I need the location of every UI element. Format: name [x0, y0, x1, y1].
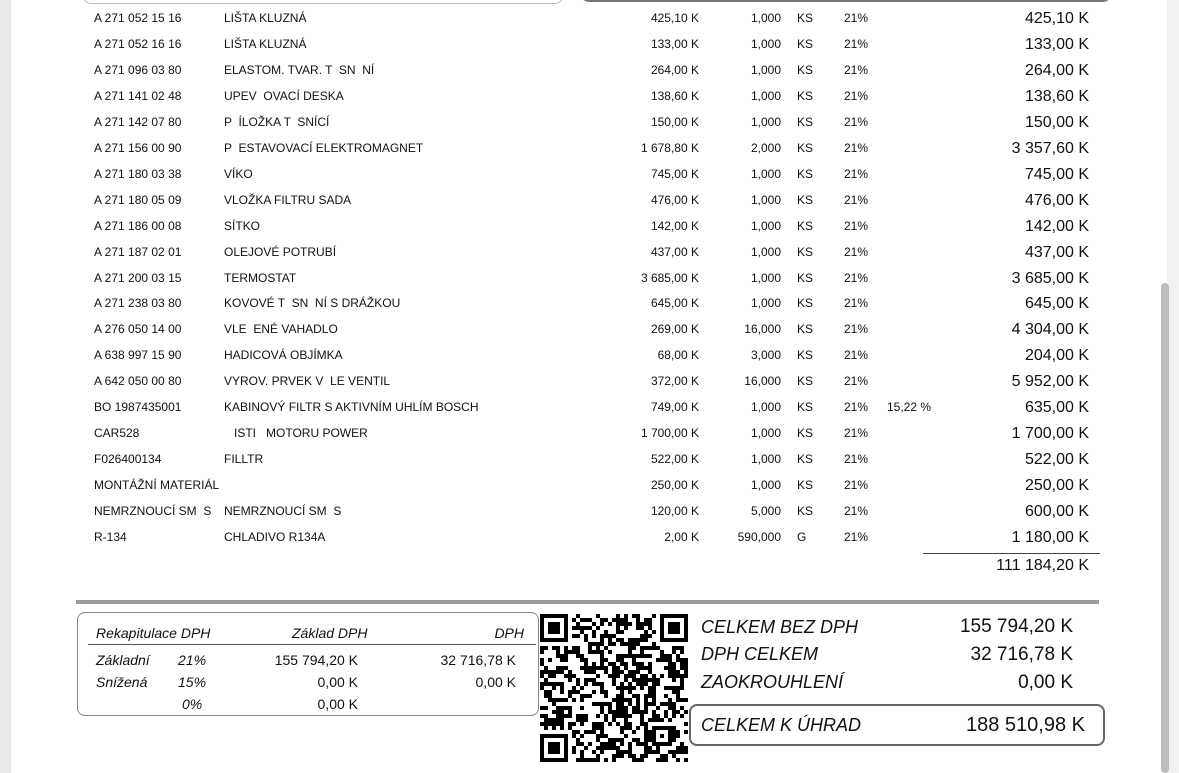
item-unit-price: 372,00 K: [650, 374, 699, 389]
table-row: [11, 374, 1167, 400]
item-vat-rate: 21%: [844, 88, 869, 103]
item-code: A 642 050 00 80: [94, 374, 182, 389]
item-vat-rate: 21%: [844, 62, 869, 77]
table-row: [11, 452, 1167, 478]
item-unit: KS: [797, 348, 814, 363]
item-name: P ESTAVOVACÍ ELEKTROMAGNET: [224, 140, 424, 155]
item-code: NEMRZNOUCÍ SM S: [94, 504, 212, 519]
item-vat-rate: 21%: [844, 270, 869, 285]
item-name: VYROV. PRVEK V LE VENTIL: [224, 374, 391, 389]
item-total: 476,00 K: [1024, 191, 1089, 209]
table-row: [11, 11, 1167, 37]
item-code: A 271 180 03 38: [94, 166, 182, 181]
item-vat-rate: 21%: [844, 348, 869, 363]
recap-vat: 0,00 K: [475, 674, 516, 690]
item-quantity: 1,000: [750, 11, 781, 25]
item-unit-price: 269,00 K: [650, 322, 699, 337]
item-unit: KS: [797, 504, 814, 519]
item-unit-price: 425,10 K: [650, 11, 699, 25]
item-quantity: 1,000: [750, 192, 781, 207]
item-name: VLOŽKA FILTRU SADA: [224, 192, 352, 207]
total-to-pay-box: [689, 704, 1105, 746]
total-without-vat-value: 155 794,20 K: [959, 616, 1073, 637]
item-code: A 276 050 14 00: [94, 322, 182, 337]
table-row: [11, 296, 1167, 322]
item-unit-price: 150,00 K: [650, 114, 699, 129]
item-vat-rate: 21%: [844, 478, 869, 493]
recap-col-vat: DPH: [494, 625, 524, 641]
item-total: 250,00 K: [1024, 477, 1089, 495]
item-unit: KS: [797, 140, 814, 155]
item-quantity: 1,000: [750, 62, 781, 77]
recap-label: Snížená: [96, 674, 148, 690]
item-vat-rate: 21%: [844, 140, 869, 155]
item-quantity: 3,000: [750, 348, 781, 363]
item-total: 133,00 K: [1024, 35, 1089, 53]
item-vat-rate: 21%: [844, 114, 869, 129]
item-unit: KS: [797, 452, 814, 467]
item-total: 5 952,00 K: [1011, 373, 1089, 391]
item-unit-price: 264,00 K: [650, 62, 699, 77]
item-unit: KS: [797, 296, 814, 311]
item-total: 635,00 K: [1024, 399, 1089, 417]
item-vat-rate: 21%: [844, 504, 869, 519]
item-unit: KS: [797, 400, 814, 415]
item-code: MONTÁŽNÍ MATERIÁL: [94, 478, 220, 493]
recap-vat: 32 716,78 K: [440, 652, 516, 668]
item-vat-rate: 21%: [844, 166, 869, 181]
item-total: 1 700,00 K: [1011, 425, 1089, 443]
item-code: BO 1987435001: [94, 400, 182, 415]
item-quantity: 5,000: [750, 504, 781, 519]
item-code: A 638 997 15 90: [94, 348, 182, 363]
item-quantity: 1,000: [750, 296, 781, 311]
item-quantity: 1,000: [750, 114, 781, 129]
item-unit: KS: [797, 218, 814, 233]
item-unit: KS: [797, 244, 814, 259]
item-vat-rate: 21%: [844, 11, 869, 25]
item-name: NEMRZNOUCÍ SM S: [224, 504, 342, 519]
item-vat-rate: 21%: [844, 244, 869, 259]
item-quantity: 16,000: [744, 322, 781, 337]
item-total: 150,00 K: [1024, 113, 1089, 131]
recap-rate: 21%: [178, 652, 207, 668]
item-total: 425,10 K: [1024, 10, 1089, 27]
item-name: LIŠTA KLUZNÁ: [224, 11, 307, 25]
item-total: 600,00 K: [1024, 503, 1089, 521]
item-quantity: 1,000: [750, 400, 781, 415]
item-unit: KS: [797, 62, 814, 77]
item-quantity: 1,000: [750, 88, 781, 103]
item-vat-rate: 21%: [844, 452, 869, 467]
item-unit-price: 133,00 K: [650, 36, 699, 51]
item-code: A 271 180 05 09: [94, 192, 182, 207]
item-unit-price: 2,00 K: [664, 530, 699, 544]
item-total: 3 685,00 K: [1011, 269, 1089, 287]
recap-title: Rekapitulace DPH: [96, 625, 211, 641]
item-name: CHLADIVO R134A: [224, 530, 326, 544]
item-unit-price: 476,00 K: [650, 192, 699, 207]
table-row: [11, 426, 1167, 452]
item-unit: KS: [797, 114, 814, 129]
item-unit-price: 3 685,00 K: [640, 270, 699, 285]
table-row: [11, 322, 1167, 348]
item-unit: KS: [797, 166, 814, 181]
table-row: [11, 89, 1167, 115]
section-divider: [76, 600, 1099, 604]
vat-total-label: DPH CELKEM: [701, 644, 819, 664]
item-total: 204,00 K: [1024, 347, 1089, 365]
item-name: UPEV OVACÍ DESKA: [224, 88, 344, 103]
item-total: 264,00 K: [1024, 61, 1089, 79]
item-unit-price: 138,60 K: [650, 88, 699, 103]
item-total: 745,00 K: [1024, 165, 1089, 183]
item-unit-price: 1 678,80 K: [640, 140, 699, 155]
table-row: [11, 167, 1167, 193]
item-code: A 271 142 07 80: [94, 114, 182, 129]
table-row: [11, 348, 1167, 374]
item-unit: KS: [797, 374, 814, 389]
total-to-pay-value: 188 510,98 K: [966, 714, 1085, 736]
item-code: A 271 052 15 16: [94, 11, 182, 25]
item-code: A 271 052 16 16: [94, 36, 182, 51]
table-row: [11, 115, 1167, 141]
item-code: A 271 187 02 01: [94, 244, 182, 259]
item-total: 3 357,60 K: [1011, 139, 1089, 157]
table-row: [11, 63, 1167, 89]
recap-base: 0,00 K: [317, 674, 358, 690]
item-vat-rate: 21%: [844, 192, 869, 207]
item-total: 138,60 K: [1024, 87, 1089, 105]
vat-recap-box: [77, 612, 539, 716]
item-quantity: 1,000: [750, 244, 781, 259]
item-quantity: 1,000: [750, 478, 781, 493]
item-vat-rate: 21%: [844, 530, 869, 544]
table-row: [11, 245, 1167, 271]
item-quantity: 1,000: [750, 166, 781, 181]
item-code: A 271 186 00 08: [94, 218, 182, 233]
item-name: KOVOVÉ T SN NÍ S DRÁŽKOU: [224, 296, 401, 311]
item-quantity: 1,000: [750, 218, 781, 233]
item-name: FILLTR: [224, 452, 264, 467]
total-to-pay-label: CELKEM K ÚHRAD: [701, 715, 862, 735]
recap-base: 155 794,20 K: [274, 652, 358, 668]
item-vat-rate: 21%: [844, 322, 869, 337]
item-code: A 271 096 03 80: [94, 62, 182, 77]
item-code: R-134: [94, 530, 127, 544]
item-total: 142,00 K: [1024, 217, 1089, 235]
recap-rate: 0%: [182, 696, 203, 712]
item-code: A 271 156 00 90: [94, 140, 182, 155]
item-unit-price: 745,00 K: [650, 166, 699, 181]
invoice-page: [11, 0, 1167, 773]
table-row: [11, 141, 1167, 167]
recap-base: 0,00 K: [317, 696, 358, 712]
item-unit-price: 1 700,00 K: [640, 426, 699, 441]
item-unit: KS: [797, 36, 814, 51]
item-unit: KS: [797, 11, 814, 25]
item-total: 522,00 K: [1024, 451, 1089, 469]
item-name: LIŠTA KLUZNÁ: [224, 36, 307, 51]
item-quantity: 1,000: [750, 426, 781, 441]
item-vat-rate: 21%: [844, 400, 869, 415]
item-code: A 271 238 03 80: [94, 296, 182, 311]
item-unit-price: 142,00 K: [650, 218, 699, 233]
item-vat-rate: 21%: [844, 374, 869, 389]
item-name: SÍTKO: [224, 218, 261, 233]
item-name: TERMOSTAT: [224, 270, 297, 285]
item-name: HADICOVÁ OBJÍMKA: [224, 348, 343, 363]
item-unit: KS: [797, 192, 814, 207]
item-discount: 15,22 %: [887, 400, 932, 415]
rounding-value: 0,00 K: [1018, 672, 1073, 693]
item-unit-price: 522,00 K: [650, 452, 699, 467]
recap-label: Základní: [96, 652, 150, 668]
item-quantity: 16,000: [744, 374, 781, 389]
table-row: [11, 504, 1167, 530]
recap-rate: 15%: [178, 674, 207, 690]
item-vat-rate: 21%: [844, 426, 869, 441]
header-box-right: [581, 0, 1111, 2]
item-unit: KS: [797, 478, 814, 493]
table-row: [11, 219, 1167, 245]
item-quantity: 1,000: [750, 36, 781, 51]
item-unit: KS: [797, 426, 814, 441]
item-total: 645,00 K: [1024, 295, 1089, 313]
item-total: 4 304,00 K: [1011, 321, 1089, 339]
table-row: [11, 271, 1167, 297]
item-name: KABINOVÝ FILTR S AKTIVNÍM UHLÍM BOSCH: [224, 400, 479, 415]
item-quantity: 2,000: [750, 140, 781, 155]
item-unit-price: 645,00 K: [650, 296, 699, 311]
item-name: ELASTOM. TVAR. T SN NÍ: [224, 62, 375, 77]
header-box-left: [83, 0, 563, 4]
item-name: ISTI MOTORU POWER: [224, 426, 368, 441]
item-total: 437,00 K: [1024, 243, 1089, 261]
total-without-vat-label: CELKEM BEZ DPH: [701, 617, 859, 637]
recap-col-base: Základ DPH: [292, 625, 368, 641]
items-sum: 111 184,20 K: [996, 557, 1089, 574]
item-unit: G: [797, 530, 807, 544]
item-quantity: 1,000: [750, 270, 781, 285]
vat-total-value: 32 716,78 K: [970, 644, 1073, 665]
item-unit-price: 120,00 K: [650, 504, 699, 519]
table-row: [11, 478, 1167, 504]
table-row: [11, 37, 1167, 63]
item-total: 1 180,00 K: [1011, 529, 1089, 546]
item-unit-price: 437,00 K: [650, 244, 699, 259]
sum-divider: [923, 553, 1100, 554]
recap-header-line: [88, 644, 536, 645]
item-name: VÍKO: [224, 166, 253, 181]
item-vat-rate: 21%: [844, 296, 869, 311]
item-unit-price: 250,00 K: [650, 478, 699, 493]
item-quantity: 1,000: [750, 452, 781, 467]
item-name: P ÍLOŽKA T SNÍCÍ: [224, 114, 330, 129]
scrollbar-thumb[interactable]: [1161, 283, 1169, 773]
table-row: [11, 400, 1167, 426]
item-vat-rate: 21%: [844, 218, 869, 233]
item-name: OLEJOVÉ POTRUBÍ: [224, 244, 337, 259]
qr-code-icon: [540, 614, 688, 762]
table-row: [11, 193, 1167, 219]
item-quantity: 590,000: [737, 530, 781, 544]
item-name: VLE ENÉ VAHADLO: [224, 322, 338, 337]
item-code: CAR528: [94, 426, 140, 441]
item-unit-price: 68,00 K: [657, 348, 699, 363]
rounding-label: ZAOKROUHLENÍ: [701, 672, 844, 692]
item-code: A 271 200 03 15: [94, 270, 182, 285]
item-vat-rate: 21%: [844, 36, 869, 51]
item-unit-price: 749,00 K: [650, 400, 699, 415]
item-unit: KS: [797, 322, 814, 337]
item-unit: KS: [797, 270, 814, 285]
item-unit: KS: [797, 88, 814, 103]
item-code: F026400134: [94, 452, 162, 467]
item-code: A 271 141 02 48: [94, 88, 182, 103]
